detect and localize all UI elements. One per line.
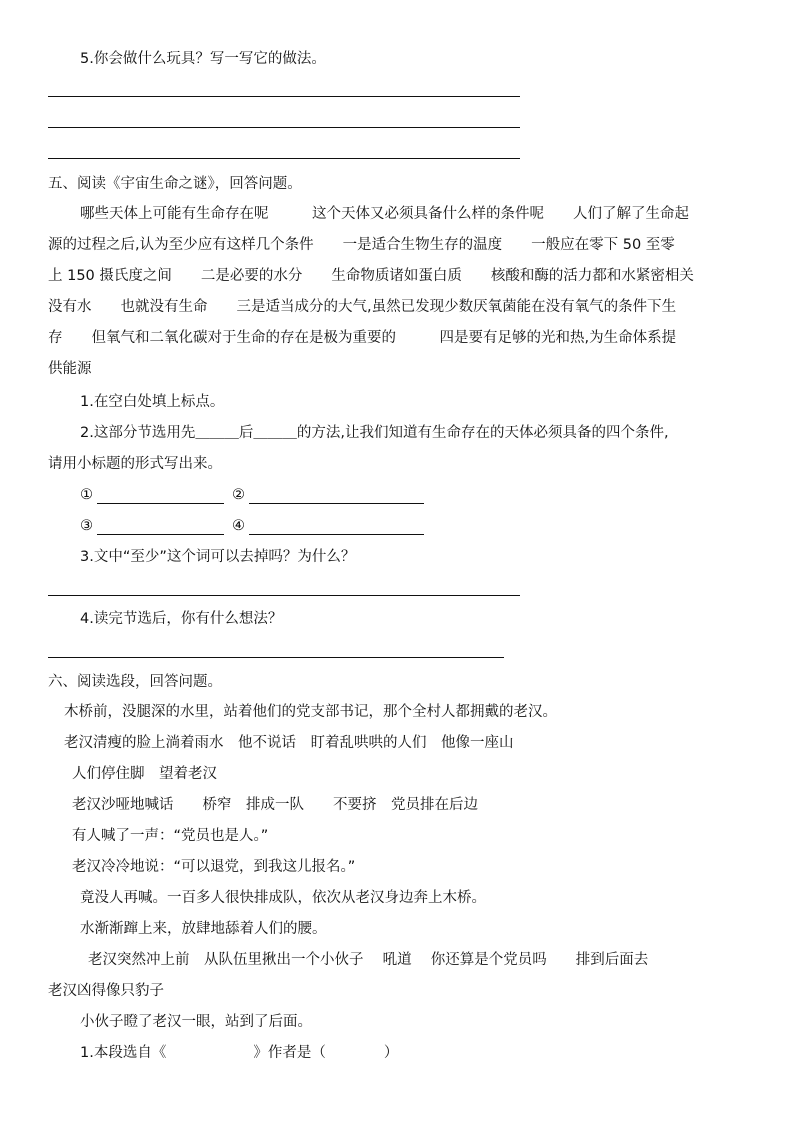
circled-4-marker: ④ [232, 518, 245, 534]
passage-line: 老汉清瘦的脸上淌着雨水 他不说话 盯着乱哄哄的人们 他像一座山 [64, 735, 514, 751]
answer-line[interactable] [48, 158, 520, 159]
section-6-question-1: 1.本段选自《 》作者是（ ） [80, 1045, 399, 1061]
passage-line: 老汉冷冷地说：“可以退党，到我这儿报名。” [72, 859, 356, 875]
passage-line: 木桥前，没腿深的水里，站着他们的党支部书记，那个全村人都拥戴的老汉。 [64, 704, 557, 720]
subtitle-blank-4[interactable] [249, 534, 424, 535]
passage-line: 竟没人再喊。一百多人很快排成队，依次从老汉身边奔上木桥。 [80, 890, 486, 906]
passage-line: 上 150 摄氏度之间 二是必要的水分 生命物质诸如蛋白质 核酸和酶的活力都和水紧密相关 [48, 268, 694, 284]
passage-line: 供能源 [48, 361, 92, 377]
circled-3-marker: ③ [80, 518, 93, 534]
passage-line: 源的过程之后,认为至少应有这样几个条件 一是适合生物生存的温度 一般应在零下 50 至零 [48, 237, 675, 253]
section-5-title: 五、阅读《宇宙生命之谜》，回答问题。 [48, 176, 302, 192]
circled-2-marker: ② [232, 487, 245, 503]
passage-line: 有人喊了一声：“党员也是人。” [72, 828, 269, 844]
passage-line: 老汉突然冲上前 从队伍里揪出一个小伙子 吼道 你还算是个党员吗 排到后面去 [88, 952, 649, 968]
passage-line: 没有水 也就没有生命 三是适当成分的大气,虽然已发现少数厌氧菌能在没有氧气的条件下生 [48, 299, 677, 315]
answer-line[interactable] [48, 96, 520, 97]
section-5-question-4: 4.读完节选后，你有什么想法？ [80, 611, 283, 627]
passage-line: 人们停住脚 望着老汉 [72, 766, 217, 782]
section-5-question-1: 1.在空白处填上标点。 [80, 394, 225, 410]
answer-line[interactable] [48, 657, 504, 658]
passage-line: 小伙子瞪了老汉一眼，站到了后面。 [80, 1014, 312, 1030]
passage-line: 哪些天体上可能有生命存在呢 这个天体又必须具备什么样的条件呢 人们了解了生命起 [80, 206, 689, 222]
question-5: 5.你会做什么玩具？写一写它的做法。 [80, 51, 326, 67]
circled-1-marker: ① [80, 487, 93, 503]
section-6-title: 六、阅读选段，回答问题。 [48, 674, 222, 690]
section-5-question-2-continued: 请用小标题的形式写出来。 [48, 456, 222, 472]
section-5-question-2: 2.这部分节选用先＿＿＿后＿＿＿的方法,让我们知道有生命存在的天体必须具备的四个条件, [80, 425, 669, 441]
passage-line: 存 但氧气和二氧化碳对于生命的存在是极为重要的 四是要有足够的光和热,为生命体系提 [48, 330, 677, 346]
passage-line: 水渐渐蹿上来，放肆地舔着人们的腰。 [80, 921, 327, 937]
subtitle-blank-3[interactable] [97, 534, 224, 535]
answer-line[interactable] [48, 595, 520, 596]
passage-line: 老汉沙哑地喊话 桥窄 排成一队 不要挤 党员排在后边 [72, 797, 478, 813]
subtitle-blank-1[interactable] [97, 503, 224, 504]
answer-line[interactable] [48, 127, 520, 128]
passage-line: 老汉凶得像只豹子 [48, 983, 164, 999]
subtitle-blank-2[interactable] [249, 503, 424, 504]
section-5-question-3: 3.文中“至少”这个词可以去掉吗？为什么？ [80, 549, 356, 565]
